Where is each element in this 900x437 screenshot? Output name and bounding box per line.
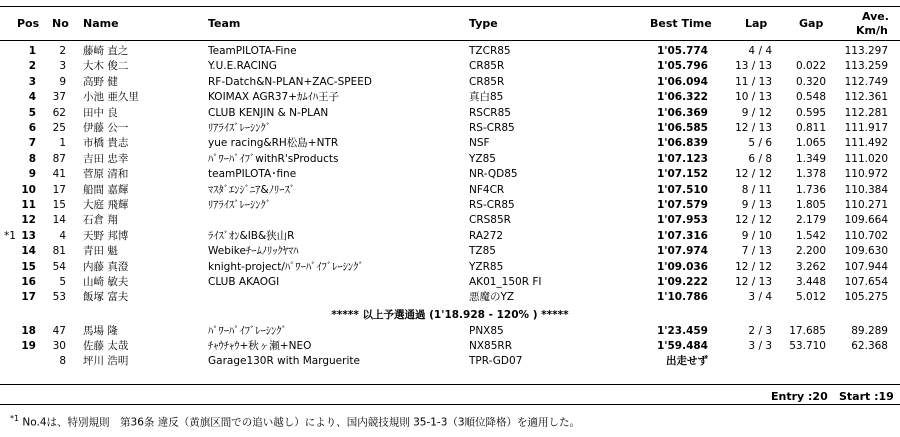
cell-team: ﾊﾟﾜｰﾊﾞｲﾌﾞﾚｰｼﾝｸﾞ bbox=[208, 325, 287, 337]
cell-type: CR85R bbox=[469, 75, 505, 88]
cell-no: 37 bbox=[52, 91, 66, 104]
cell-no: 47 bbox=[52, 325, 66, 337]
cell-ave: 110.972 bbox=[844, 168, 888, 181]
cell-lap: 5 / 6 bbox=[748, 137, 772, 150]
cell-best-time: 1'06.585 bbox=[656, 122, 708, 134]
cell-name: 佐藤 太哉 bbox=[83, 340, 129, 352]
cell-ave: 110.702 bbox=[844, 229, 888, 242]
cell-team: ﾏｽﾀﾞｴﾝｼﾞﾆｱ&ﾉﾘｰｽﾞ bbox=[208, 183, 295, 196]
table-row bbox=[0, 122, 900, 135]
cell-ave: 113.259 bbox=[844, 60, 888, 73]
table-row bbox=[0, 340, 900, 353]
cell-no: 14 bbox=[52, 214, 66, 227]
cell-best-time: 1'05.774 bbox=[656, 45, 708, 57]
table-row bbox=[0, 355, 900, 368]
table-row bbox=[0, 168, 900, 181]
cell-no: 25 bbox=[52, 122, 66, 134]
cell-lap: 8 / 11 bbox=[741, 183, 772, 196]
cell-lap: 4 / 4 bbox=[748, 45, 772, 57]
header-gap: Gap bbox=[799, 17, 824, 30]
cell-name: 大木 俊二 bbox=[83, 60, 129, 73]
cell-gap: 0.320 bbox=[795, 75, 826, 88]
cell-type: NSF bbox=[469, 137, 490, 150]
cell-pos: 4 bbox=[28, 91, 36, 104]
cell-best-time: 出走せず bbox=[666, 355, 708, 367]
cell-no: 53 bbox=[52, 291, 66, 304]
cell-name: 藤崎 直之 bbox=[83, 45, 129, 57]
footnote-text: No.4は、特別規則 第36条 違反（黄旗区間での追い越し）により、国内競技規則 35-1-3（3順位降格）を適用した。 bbox=[19, 416, 581, 429]
cell-best-time: 1'06.322 bbox=[656, 91, 708, 104]
cell-type: AK01_150R FI bbox=[469, 276, 542, 288]
cell-best-time: 1'10.786 bbox=[656, 291, 708, 304]
table-row bbox=[0, 91, 900, 104]
cell-ave: 111.020 bbox=[844, 152, 888, 165]
cell-lap: 10 / 13 bbox=[735, 91, 772, 104]
header-no: No bbox=[52, 17, 69, 30]
table-row bbox=[0, 153, 900, 166]
cell-best-time: 1'06.839 bbox=[656, 137, 708, 150]
cell-best-time: 1'07.974 bbox=[656, 245, 708, 258]
cell-name: 青田 魁 bbox=[83, 245, 118, 258]
cell-no: 4 bbox=[59, 229, 66, 242]
cell-pos: 5 bbox=[28, 106, 36, 119]
cell-name: 菅原 清和 bbox=[83, 168, 129, 181]
cell-lap: 3 / 4 bbox=[748, 291, 772, 304]
cell-gap: 1.065 bbox=[795, 137, 826, 150]
cell-ave: 112.281 bbox=[844, 106, 888, 119]
cell-name: 山崎 敏夫 bbox=[83, 276, 129, 288]
cell-no: 87 bbox=[52, 152, 66, 165]
start-count: Start :19 bbox=[839, 390, 894, 403]
cell-gap: 1.542 bbox=[795, 229, 826, 242]
cell-gap: 1.378 bbox=[795, 168, 826, 181]
header-best-time: Best Time bbox=[650, 17, 712, 30]
cell-name: 大庭 飛輝 bbox=[83, 199, 129, 211]
table-row bbox=[0, 184, 900, 197]
table-row bbox=[0, 137, 900, 150]
cell-team: ﾁｬｳﾁｬｳ+秋ヶ瀬+NEO bbox=[208, 340, 312, 352]
cell-type: NF4CR bbox=[469, 183, 505, 196]
cell-best-time: 1'06.094 bbox=[656, 75, 708, 88]
cell-no: 41 bbox=[52, 168, 66, 181]
header-ave-line2: Km/h bbox=[856, 24, 888, 37]
cell-name: 飯塚 富夫 bbox=[83, 291, 129, 304]
cell-no: 9 bbox=[59, 75, 66, 88]
cell-type: 悪魔のYZ bbox=[469, 291, 515, 304]
table-row bbox=[0, 245, 900, 258]
cell-best-time: 1'07.123 bbox=[656, 152, 708, 165]
cell-type: RSCR85 bbox=[469, 106, 511, 119]
penalty-mark: *1 bbox=[4, 229, 16, 242]
cell-lap: 11 / 13 bbox=[735, 75, 772, 88]
cell-lap: 6 / 8 bbox=[748, 152, 772, 165]
cell-name: 石倉 翔 bbox=[83, 214, 118, 227]
cell-gap: 2.179 bbox=[795, 214, 826, 227]
cell-no: 15 bbox=[52, 199, 66, 211]
cell-team: KOIMAX AGR37+ｶﾑｲﾊ王子 bbox=[208, 91, 340, 104]
cell-type: CRS85R bbox=[469, 214, 511, 227]
cell-best-time: 1'07.316 bbox=[656, 229, 708, 242]
cell-ave: 107.654 bbox=[844, 276, 888, 288]
cell-type: YZ85 bbox=[469, 152, 496, 165]
header-name: Name bbox=[83, 17, 119, 30]
table-row bbox=[0, 261, 900, 274]
cell-team: Y.U.E.RACING bbox=[208, 60, 277, 73]
cell-lap: 12 / 12 bbox=[735, 260, 772, 273]
cell-pos: 14 bbox=[21, 245, 36, 258]
header-ave-line1: Ave. bbox=[862, 10, 889, 23]
cell-pos: 10 bbox=[21, 183, 36, 196]
cell-best-time: 1'07.510 bbox=[656, 183, 708, 196]
cell-gap: 5.012 bbox=[795, 291, 826, 304]
cell-pos: 15 bbox=[21, 260, 36, 273]
cell-ave: 109.664 bbox=[844, 214, 888, 227]
cell-team: RF-Datch&N-PLAN+ZAC-SPEED bbox=[208, 75, 372, 88]
cell-name: 市橋 貴志 bbox=[83, 137, 129, 150]
table-row bbox=[0, 214, 900, 227]
header-rule bbox=[0, 40, 900, 41]
cell-pos: 11 bbox=[21, 199, 36, 211]
cell-best-time: 1'07.579 bbox=[656, 199, 708, 211]
cell-pos: 6 bbox=[28, 122, 36, 134]
cell-team: TeamPILOTA-Fine bbox=[208, 45, 297, 57]
table-row bbox=[0, 199, 900, 212]
cell-team: teamPILOTA･fine bbox=[208, 168, 297, 181]
cell-type: TZCR85 bbox=[469, 45, 511, 57]
cell-no: 62 bbox=[52, 106, 66, 119]
cell-type: NX85RR bbox=[469, 340, 512, 352]
cell-team: ﾘｱﾗｲｽﾞﾚｰｼﾝｸﾞ bbox=[208, 122, 271, 134]
cell-lap: 7 / 13 bbox=[741, 245, 772, 258]
cell-no: 54 bbox=[52, 260, 66, 273]
cell-ave: 110.384 bbox=[844, 183, 888, 196]
cell-team: Garage130R with Marguerite bbox=[208, 355, 360, 367]
cell-ave: 89.289 bbox=[851, 325, 888, 337]
cell-type: TZ85 bbox=[469, 245, 496, 258]
table-row bbox=[0, 230, 900, 243]
cell-lap: 9 / 12 bbox=[741, 106, 772, 119]
table-row bbox=[0, 291, 900, 304]
table-row bbox=[0, 45, 900, 58]
cell-lap: 9 / 10 bbox=[741, 229, 772, 242]
cell-gap: 1.736 bbox=[795, 183, 826, 196]
cell-ave: 111.492 bbox=[844, 137, 888, 150]
cell-gap: 53.710 bbox=[789, 340, 826, 352]
cell-team: yue racing&RH松島+NTR bbox=[208, 137, 339, 150]
cell-gap: 0.548 bbox=[795, 91, 826, 104]
cell-team: ﾊﾟﾜｰﾊﾞｲﾌﾞwithR'sProducts bbox=[208, 152, 339, 165]
cell-type: RS-CR85 bbox=[469, 199, 515, 211]
cell-pos: 9 bbox=[28, 168, 36, 181]
cell-name: 馬場 隆 bbox=[83, 325, 118, 337]
cell-lap: 12 / 12 bbox=[735, 168, 772, 181]
header-lap: Lap bbox=[745, 17, 768, 30]
header-pos: Pos bbox=[17, 17, 40, 30]
table-row bbox=[0, 76, 900, 89]
cell-gap: 1.805 bbox=[795, 199, 826, 211]
cell-lap: 12 / 12 bbox=[735, 214, 772, 227]
cell-type: CR85R bbox=[469, 60, 505, 73]
cell-name: 伊藤 公一 bbox=[83, 122, 129, 134]
table-row bbox=[0, 276, 900, 289]
cell-pos: 16 bbox=[21, 276, 36, 288]
table-row bbox=[0, 107, 900, 120]
cell-lap: 3 / 3 bbox=[748, 340, 772, 352]
cell-best-time: 1'09.036 bbox=[656, 260, 708, 273]
cell-team: ﾗｲｽﾞｵﾝ&IB&狭山R bbox=[208, 229, 295, 242]
cell-ave: 107.944 bbox=[844, 260, 888, 273]
cell-no: 30 bbox=[52, 340, 66, 352]
cell-gap: 2.200 bbox=[795, 245, 826, 258]
cell-ave: 112.749 bbox=[844, 75, 888, 88]
cell-ave: 111.917 bbox=[844, 122, 888, 134]
cell-name: 内藤 真澄 bbox=[83, 260, 129, 273]
cell-no: 3 bbox=[59, 60, 66, 73]
cell-pos: 1 bbox=[28, 45, 36, 57]
cell-type: YZR85 bbox=[469, 260, 504, 273]
header-team: Team bbox=[208, 17, 241, 30]
cell-name: 坪川 浩明 bbox=[83, 355, 129, 367]
cell-best-time: 1'07.152 bbox=[656, 168, 708, 181]
footnote bbox=[10, 414, 580, 430]
cell-gap: 1.349 bbox=[795, 152, 826, 165]
cell-team: Webikeﾁｰﾑﾉﾘｯｸﾔﾏﾊ bbox=[208, 245, 299, 258]
qualifying-cutoff-note: ***** 以上予選通過 (1'18.928 - 120% ) ***** bbox=[331, 309, 569, 321]
cell-team: CLUB AKAOGI bbox=[208, 276, 280, 288]
cell-no: 17 bbox=[52, 183, 66, 196]
cell-pos: 18 bbox=[21, 325, 36, 337]
cell-ave: 62.368 bbox=[851, 340, 888, 352]
cell-gap: 0.595 bbox=[795, 106, 826, 119]
cell-lap: 12 / 13 bbox=[735, 276, 772, 288]
cell-gap: 0.022 bbox=[795, 60, 826, 73]
cell-type: TPR-GD07 bbox=[469, 355, 523, 367]
footer-rule bbox=[0, 404, 900, 405]
cell-best-time: 1'23.459 bbox=[656, 325, 708, 337]
cell-gap: 0.811 bbox=[795, 122, 826, 134]
cell-ave: 113.297 bbox=[844, 45, 888, 57]
cell-pos: 3 bbox=[28, 75, 36, 88]
cell-name: 船間 嘉輝 bbox=[83, 183, 129, 196]
cell-lap: 2 / 3 bbox=[748, 325, 772, 337]
cell-type: 真白85 bbox=[469, 91, 504, 104]
cell-no: 5 bbox=[59, 276, 66, 288]
table-header bbox=[0, 0, 900, 42]
cell-no: 2 bbox=[59, 45, 66, 57]
cell-name: 高野 健 bbox=[83, 75, 118, 88]
cell-best-time: 1'07.953 bbox=[656, 214, 708, 227]
cell-lap: 12 / 13 bbox=[735, 122, 772, 134]
cell-gap: 17.685 bbox=[789, 325, 826, 337]
cell-ave: 110.271 bbox=[844, 199, 888, 211]
cell-ave: 112.361 bbox=[844, 91, 888, 104]
cell-name: 小池 亜久里 bbox=[83, 91, 139, 104]
cell-best-time: 1'05.796 bbox=[656, 60, 708, 73]
entry-count: Entry :20 bbox=[771, 390, 828, 403]
cell-best-time: 1'09.222 bbox=[656, 276, 708, 288]
cell-pos: 17 bbox=[21, 291, 36, 304]
footnote-mark: *1 bbox=[10, 414, 20, 423]
cell-team: ﾘｱﾗｲｽﾞﾚｰｼﾝｸﾞ bbox=[208, 199, 271, 211]
table-row bbox=[0, 325, 900, 338]
bottom-rule bbox=[0, 384, 900, 385]
cell-name: 吉田 忠幸 bbox=[83, 152, 129, 165]
cell-name: 天野 邦博 bbox=[83, 229, 129, 242]
cell-pos: 13 bbox=[21, 229, 36, 242]
cell-gap: 3.262 bbox=[795, 260, 826, 273]
cell-gap: 3.448 bbox=[795, 276, 826, 288]
table-row bbox=[0, 60, 900, 73]
cell-no: 81 bbox=[52, 245, 66, 258]
cell-ave: 105.275 bbox=[844, 291, 888, 304]
cell-best-time: 1'59.484 bbox=[656, 340, 708, 352]
cell-pos: 2 bbox=[28, 60, 36, 73]
cell-best-time: 1'06.369 bbox=[656, 106, 708, 119]
cell-pos: 12 bbox=[21, 214, 36, 227]
header-type: Type bbox=[469, 17, 498, 30]
cell-type: PNX85 bbox=[469, 325, 504, 337]
cell-type: RS-CR85 bbox=[469, 122, 515, 134]
cell-type: RA272 bbox=[469, 229, 504, 242]
cell-team: knight-project/ﾊﾟﾜｰﾊﾞｲﾌﾞﾚｰｼﾝｸﾞ bbox=[208, 260, 364, 273]
cell-lap: 9 / 13 bbox=[741, 199, 772, 211]
cell-pos: 7 bbox=[28, 137, 36, 150]
cell-ave: 109.630 bbox=[844, 245, 888, 258]
cell-lap: 13 / 13 bbox=[735, 60, 772, 73]
cell-pos: 19 bbox=[21, 340, 36, 352]
cell-no: 8 bbox=[59, 355, 66, 367]
cell-type: NR-QD85 bbox=[469, 168, 518, 181]
cell-pos: 8 bbox=[28, 152, 36, 165]
cell-name: 田中 良 bbox=[83, 106, 118, 119]
cell-no: 1 bbox=[59, 137, 66, 150]
cell-team: CLUB KENJIN & N-PLAN bbox=[208, 106, 329, 119]
